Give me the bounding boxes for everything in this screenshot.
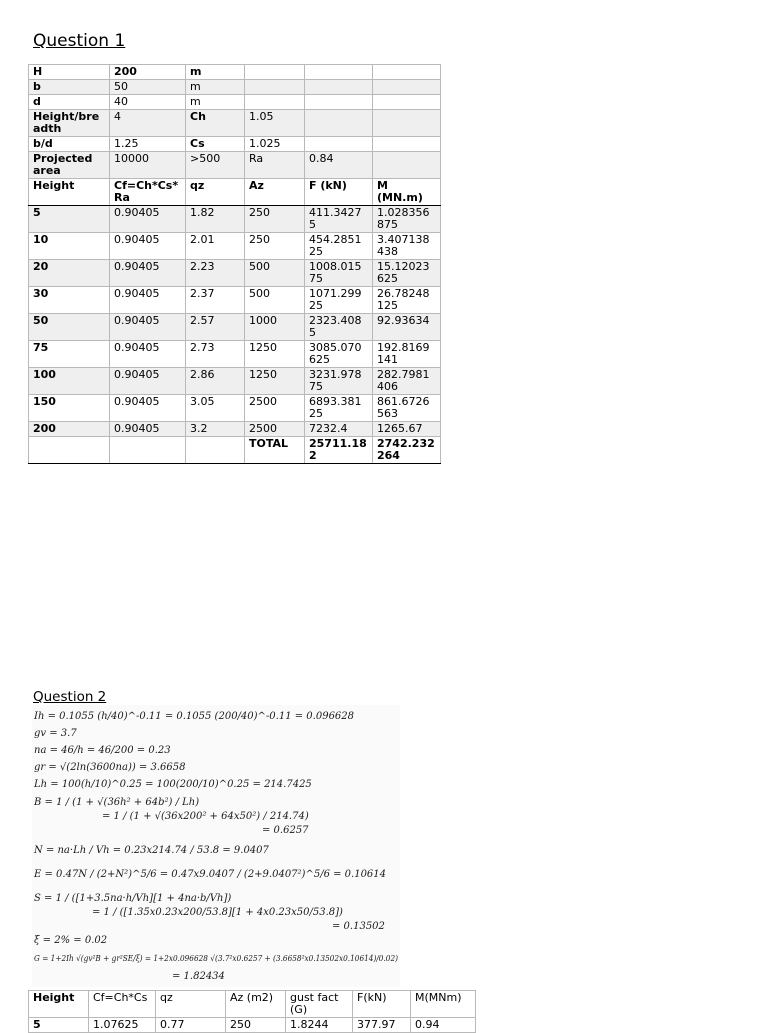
hand-line-lh: Lh = 100(h/10)^0.25 = 100(200/10)^0.25 = 214.7425: [34, 779, 312, 790]
table-cell: 1071.299 25: [305, 287, 373, 314]
param-cell: [373, 65, 441, 80]
hand-line-na: na = 46/h = 46/200 = 0.23: [34, 745, 171, 756]
param-row: [29, 95, 441, 110]
param-cell: [373, 152, 441, 179]
column-header: M (MN.m): [373, 179, 441, 206]
table-row: [29, 341, 441, 368]
hand-line-gr: gr = √(2ln(3600na)) = 3.6658: [34, 762, 186, 773]
param-cell: [305, 137, 373, 152]
total-cell: 25711.18 2: [305, 437, 373, 464]
param-cell: [305, 95, 373, 110]
table-cell: 150: [29, 395, 110, 422]
question-2-table: [28, 990, 476, 1033]
table-cell: 2500: [245, 422, 305, 437]
column-header: Height: [29, 991, 89, 1018]
table-cell: 0.77: [156, 1018, 226, 1033]
column-header: M(MNm): [411, 991, 476, 1018]
param-cell: >500: [186, 152, 245, 179]
table-cell: 100: [29, 368, 110, 395]
hand-line-b-result: = 0.6257: [262, 825, 309, 836]
column-header: qz: [156, 991, 226, 1018]
total-row: [29, 437, 441, 464]
table-cell: 2.01: [186, 233, 245, 260]
hand-line-gv: gv = 3.7: [34, 728, 77, 739]
column-header: Cf=Ch*Cs* Ra: [110, 179, 186, 206]
table-cell: 3.407138 438: [373, 233, 441, 260]
table-cell: 0.90405: [110, 341, 186, 368]
table-cell: 0.90405: [110, 206, 186, 233]
param-row: [29, 65, 441, 80]
column-header: Cf=Ch*Cs: [89, 991, 156, 1018]
table-cell: 0.90405: [110, 260, 186, 287]
table-cell: 50: [29, 314, 110, 341]
hand-line-g-result: = 1.82434: [172, 971, 225, 982]
table-cell: 250: [226, 1018, 286, 1033]
table-cell: 1265.67: [373, 422, 441, 437]
hand-line-n: N = na·Lh / Vh = 0.23x214.74 / 53.8 = 9.0407: [34, 845, 269, 856]
table-cell: 2.57: [186, 314, 245, 341]
table-cell: 0.90405: [110, 314, 186, 341]
table-cell: 3231.978 75: [305, 368, 373, 395]
table-cell: 411.3427 5: [305, 206, 373, 233]
param-cell: [373, 80, 441, 95]
question-2-title: Question 2: [33, 689, 107, 705]
table-cell: 5: [29, 1018, 89, 1033]
table-cell: 3085.070 625: [305, 341, 373, 368]
column-header: Az (m2): [226, 991, 286, 1018]
table-cell: 0.90405: [110, 287, 186, 314]
handwritten-calculations: [32, 705, 400, 987]
column-header: Height: [29, 179, 110, 206]
table-cell: 92.93634: [373, 314, 441, 341]
table-cell: 0.90405: [110, 233, 186, 260]
param-cell: Projected area: [29, 152, 110, 179]
table-cell: 1.028356 875: [373, 206, 441, 233]
table-cell: 861.6726 563: [373, 395, 441, 422]
table-row: [29, 1018, 476, 1033]
table-cell: 500: [245, 287, 305, 314]
table-cell: 26.78248 125: [373, 287, 441, 314]
table-row: [29, 260, 441, 287]
table-cell: 2.37: [186, 287, 245, 314]
table-cell: 2.23: [186, 260, 245, 287]
table-cell: 6893.381 25: [305, 395, 373, 422]
table-cell: 1250: [245, 368, 305, 395]
table-cell: 1.82: [186, 206, 245, 233]
param-cell: 1.25: [110, 137, 186, 152]
table-cell: 377.97: [353, 1018, 411, 1033]
param-cell: d: [29, 95, 110, 110]
table-cell: 1250: [245, 341, 305, 368]
table-cell: 1000: [245, 314, 305, 341]
table-cell: 10: [29, 233, 110, 260]
param-cell: 1.025: [245, 137, 305, 152]
param-cell: 40: [110, 95, 186, 110]
header-row: [29, 179, 441, 206]
table-cell: 2500: [245, 395, 305, 422]
table-cell: 3.2: [186, 422, 245, 437]
question-1-table: [28, 64, 441, 464]
param-cell: [373, 137, 441, 152]
param-cell: m: [186, 65, 245, 80]
table-cell: 30: [29, 287, 110, 314]
table-cell: 15.12023 625: [373, 260, 441, 287]
param-cell: Cs: [186, 137, 245, 152]
param-cell: Height/bre adth: [29, 110, 110, 137]
param-cell: [373, 110, 441, 137]
table-cell: 250: [245, 233, 305, 260]
total-cell: TOTAL: [245, 437, 305, 464]
question-1-title: Question 1: [33, 31, 126, 51]
table-cell: 200: [29, 422, 110, 437]
table-cell: 20: [29, 260, 110, 287]
param-cell: Ra: [245, 152, 305, 179]
table-cell: 0.90405: [110, 368, 186, 395]
table-cell: 1.07625: [89, 1018, 156, 1033]
table-cell: 1.8244: [286, 1018, 353, 1033]
empty-cell: [29, 437, 110, 464]
param-cell: [373, 95, 441, 110]
param-cell: 10000: [110, 152, 186, 179]
table-row: [29, 422, 441, 437]
param-row: [29, 80, 441, 95]
table-cell: 75: [29, 341, 110, 368]
param-cell: 200: [110, 65, 186, 80]
param-cell: [305, 65, 373, 80]
param-row: [29, 110, 441, 137]
param-cell: [245, 65, 305, 80]
hand-line-s-result: = 0.13502: [332, 921, 385, 932]
table-cell: 7232.4: [305, 422, 373, 437]
empty-cell: [186, 437, 245, 464]
param-cell: [245, 80, 305, 95]
table-cell: 2.73: [186, 341, 245, 368]
table-cell: 250: [245, 206, 305, 233]
table-cell: 2323.408 5: [305, 314, 373, 341]
table-cell: 454.2851 25: [305, 233, 373, 260]
param-cell: 1.05: [245, 110, 305, 137]
param-cell: 4: [110, 110, 186, 137]
hand-line-s-sub: = 1 / ([1.35x0.23x200/53.8][1 + 4x0.23x50/53.8]): [92, 907, 343, 918]
param-row: [29, 152, 441, 179]
column-header: qz: [186, 179, 245, 206]
table-row: [29, 287, 441, 314]
table-cell: 0.94: [411, 1018, 476, 1033]
hand-line-s: S = 1 / ([1+3.5na·h/Vh][1 + 4na·b/Vh]): [34, 893, 232, 904]
table-cell: 192.8169 141: [373, 341, 441, 368]
hand-line-g: G = 1+2Ih √(gv²B + gr²SE/ξ) = 1+2x0.096628 √(3.7²x0.6257 + (3.6658²x0.13502x0.10614)/0.02): [34, 953, 398, 963]
column-header: Az: [245, 179, 305, 206]
table-row: [29, 368, 441, 395]
hand-line-b-sub: = 1 / (1 + √(36x200² + 64x50²) / 214.74): [102, 811, 309, 822]
param-cell: [305, 110, 373, 137]
param-cell: m: [186, 95, 245, 110]
hand-line-ih: Ih = 0.1055 (h/40)^-0.11 = 0.1055 (200/40)^-0.11 = 0.096628: [34, 711, 355, 722]
param-cell: H: [29, 65, 110, 80]
table-cell: 3.05: [186, 395, 245, 422]
table-cell: 0.90405: [110, 422, 186, 437]
hand-line-b: B = 1 / (1 + √(36h² + 64b²) / Lh): [34, 797, 200, 808]
hand-line-xi: ξ = 2% = 0.02: [34, 935, 108, 946]
table-cell: 2.86: [186, 368, 245, 395]
column-header: F(kN): [353, 991, 411, 1018]
param-cell: m: [186, 80, 245, 95]
table-cell: 500: [245, 260, 305, 287]
column-header: F (kN): [305, 179, 373, 206]
hand-line-e: E = 0.47N / (2+N²)^5/6 = 0.47x9.0407 / (2+9.0407²)^5/6 = 0.10614: [34, 869, 387, 880]
table-cell: 282.7981 406: [373, 368, 441, 395]
empty-cell: [110, 437, 186, 464]
param-cell: b/d: [29, 137, 110, 152]
param-cell: b: [29, 80, 110, 95]
table-cell: 0.90405: [110, 395, 186, 422]
param-cell: Ch: [186, 110, 245, 137]
param-cell: [305, 80, 373, 95]
total-cell: 2742.232 264: [373, 437, 441, 464]
param-row: [29, 137, 441, 152]
table-cell: 1008.015 75: [305, 260, 373, 287]
param-cell: [245, 95, 305, 110]
table-row: [29, 314, 441, 341]
table-cell: 5: [29, 206, 110, 233]
table-row: [29, 206, 441, 233]
param-cell: 0.84: [305, 152, 373, 179]
column-header: gust fact (G): [286, 991, 353, 1018]
param-cell: 50: [110, 80, 186, 95]
table-row: [29, 233, 441, 260]
table-row: [29, 395, 441, 422]
